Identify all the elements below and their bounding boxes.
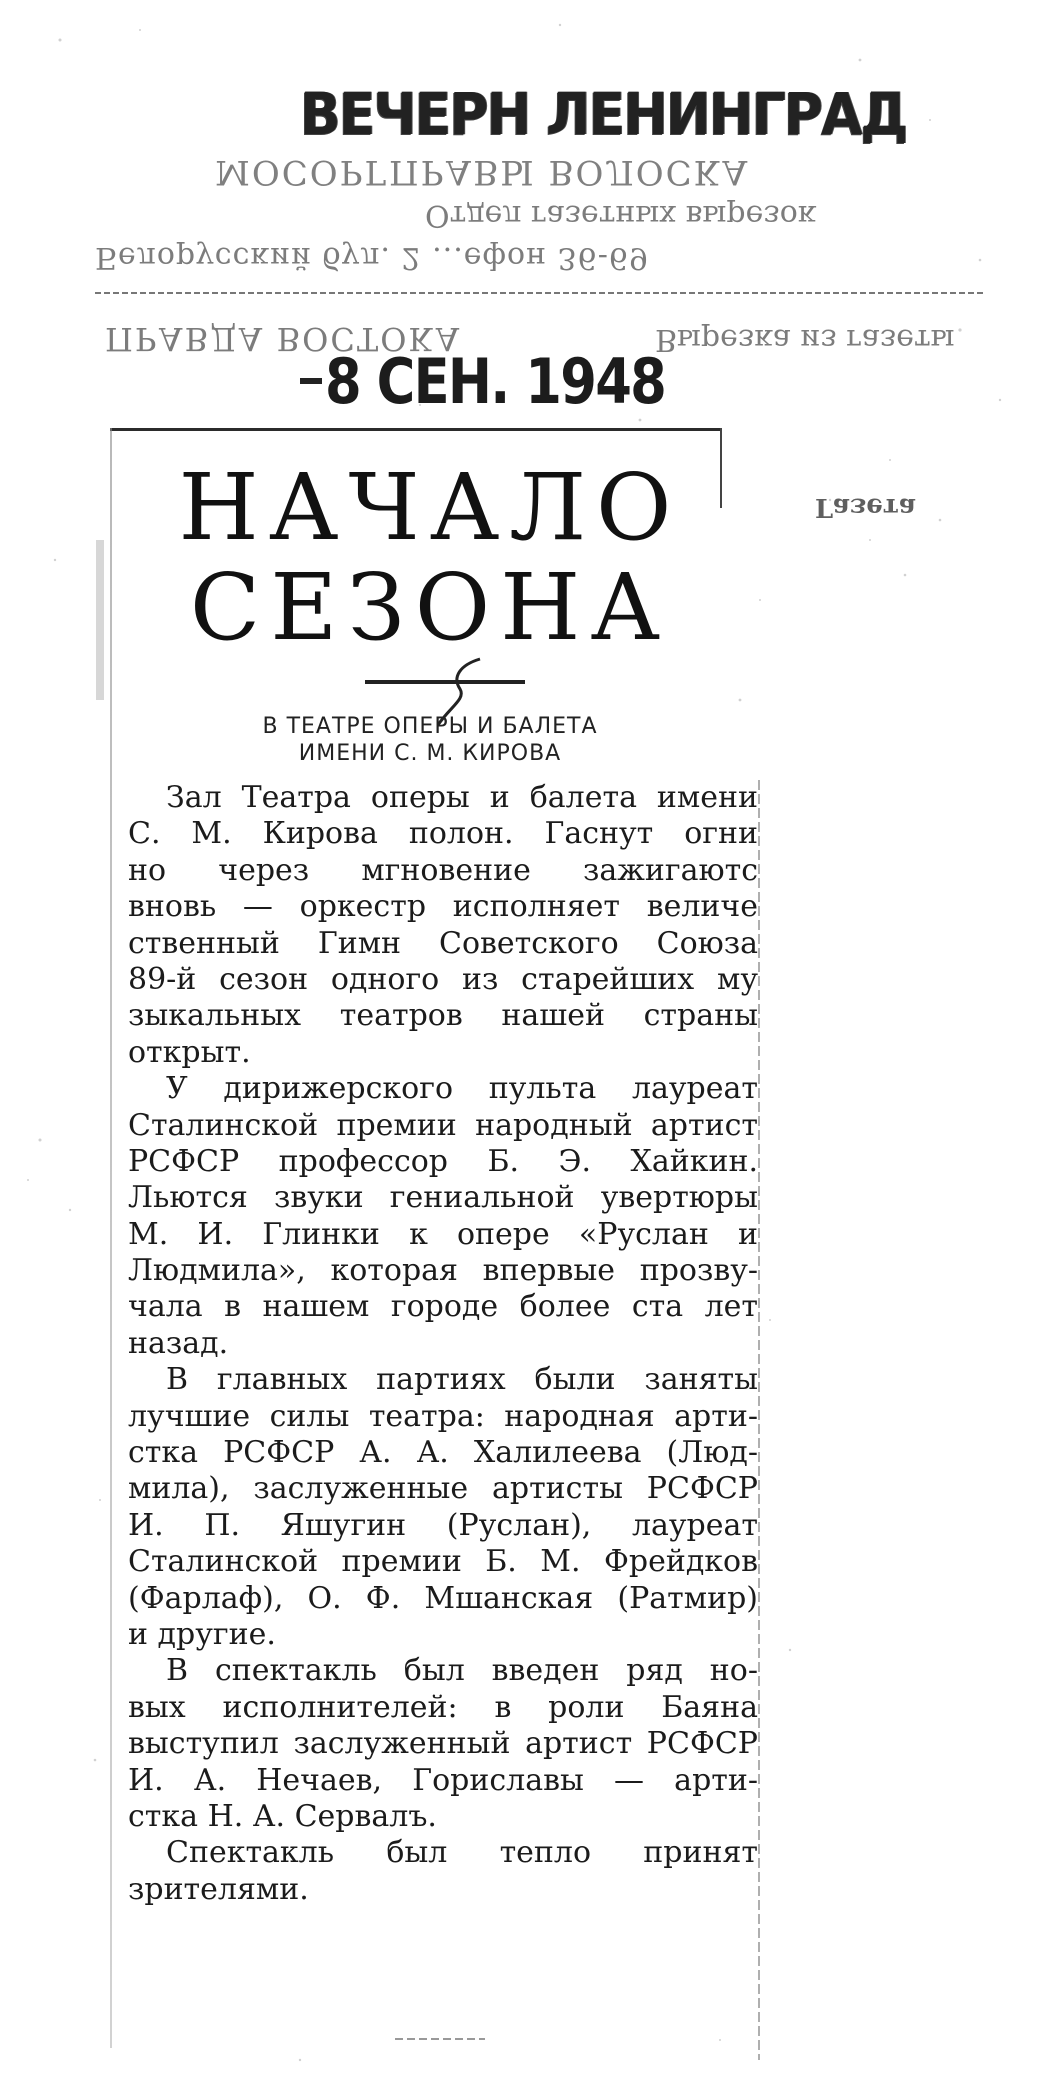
article-line: У дирижерского пульта лауреат [166,1071,758,1107]
clipping-top-edge [110,428,722,431]
stamp-date-dash [300,378,322,384]
article-line: Спектакль был тепло принят [166,1835,758,1871]
stamp-newspaper-label: Газета [815,492,916,522]
article-line: чала в нашем городе более ста лет [128,1289,758,1325]
stamp-newspaper-title: ВЕЧЕРН ЛЕНИНГРАД [300,80,907,148]
stamp-source-right: Вырезка из газеты [655,322,955,357]
article-line: зрителями. [128,1871,309,1907]
article-line: выступил заслуженный артист РСФСР [128,1726,758,1762]
article-line: стка Н. А. Сервалъ. [128,1798,437,1834]
article-headline-line1: НАЧАЛО [178,454,682,561]
article-line: Сталинской премии Б. М. Фрейдков [128,1544,758,1580]
article-subhead-line1: В ТЕАТРЕ ОПЕРЫ И БАЛЕТА [262,714,598,739]
article-line: вновь — оркестр исполняет величе [128,889,758,925]
article-line: Людмила», которая впервые прозву- [128,1253,758,1289]
stamp-agency: МОСОРГПРАВЫ ВОЛОСКА [215,152,750,192]
article-line: зыкальных театров нашей страны [128,998,758,1034]
article-line: И. П. Яшугин (Руслан), лауреат [128,1507,758,1543]
article-line: стка РСФСР А. А. Халилеева (Люд- [128,1435,758,1471]
article-end-mark [395,2038,485,2040]
article-line: открыт. [128,1034,251,1070]
article-line: мила), заслуженные артисты РСФСР [128,1471,758,1507]
stamp-date: 8 СЕН. 1948 [325,345,666,418]
stamp-address: Белорусский бул. 2 ...ефон 36-69 [95,240,650,275]
clipping-left-edge [110,428,112,2048]
article-line: лучшие силы театра: народная арти- [128,1398,758,1434]
article-line: РСФСР профессор Б. Э. Хайкин. [128,1143,758,1179]
article-line: В спектакль был введен ряд но- [166,1653,758,1689]
column-right-rule [758,780,760,2060]
article-line: (Фарлаф), О. Ф. Мшанская (Ратмир) [128,1580,758,1616]
article-line: назад. [128,1325,229,1361]
article-line: вых исполнителей: в роли Баяна [128,1689,758,1725]
stamp-source-left: ПРАВДА ВОСТОКА [105,320,462,358]
article-subhead-line2: ИМЕНИ С. М. КИРОВА [298,741,562,766]
article-line: ственный Гимн Советского Союза [128,925,758,961]
article-line: и другие. [128,1616,276,1652]
article-line: М. И. Глинки к опере «Руслан и [128,1216,758,1252]
article-line: 89-й сезон одного из старейших му [128,961,758,997]
article-line: Сталинской премии народный артист [128,1107,758,1143]
article-headline-line2: СЕЗОНА [189,554,671,661]
article-line: Зал Театра оперы и балета имени [166,780,758,815]
article-line: В главных партиях были заняты [166,1362,758,1398]
article-line: С. М. Кирова полон. Гаснут огни [128,816,758,852]
article-line: но через мгновение зажигаютс [128,852,758,888]
article-line: Льются звуки гениальной увертюры [128,1180,758,1216]
stamp-divider [95,292,985,294]
article-line: И. А. Нечаев, Гориславы — арти- [128,1762,758,1798]
article-body [128,780,758,1908]
stamp-department: Отдел газетных вырезок [425,198,817,233]
